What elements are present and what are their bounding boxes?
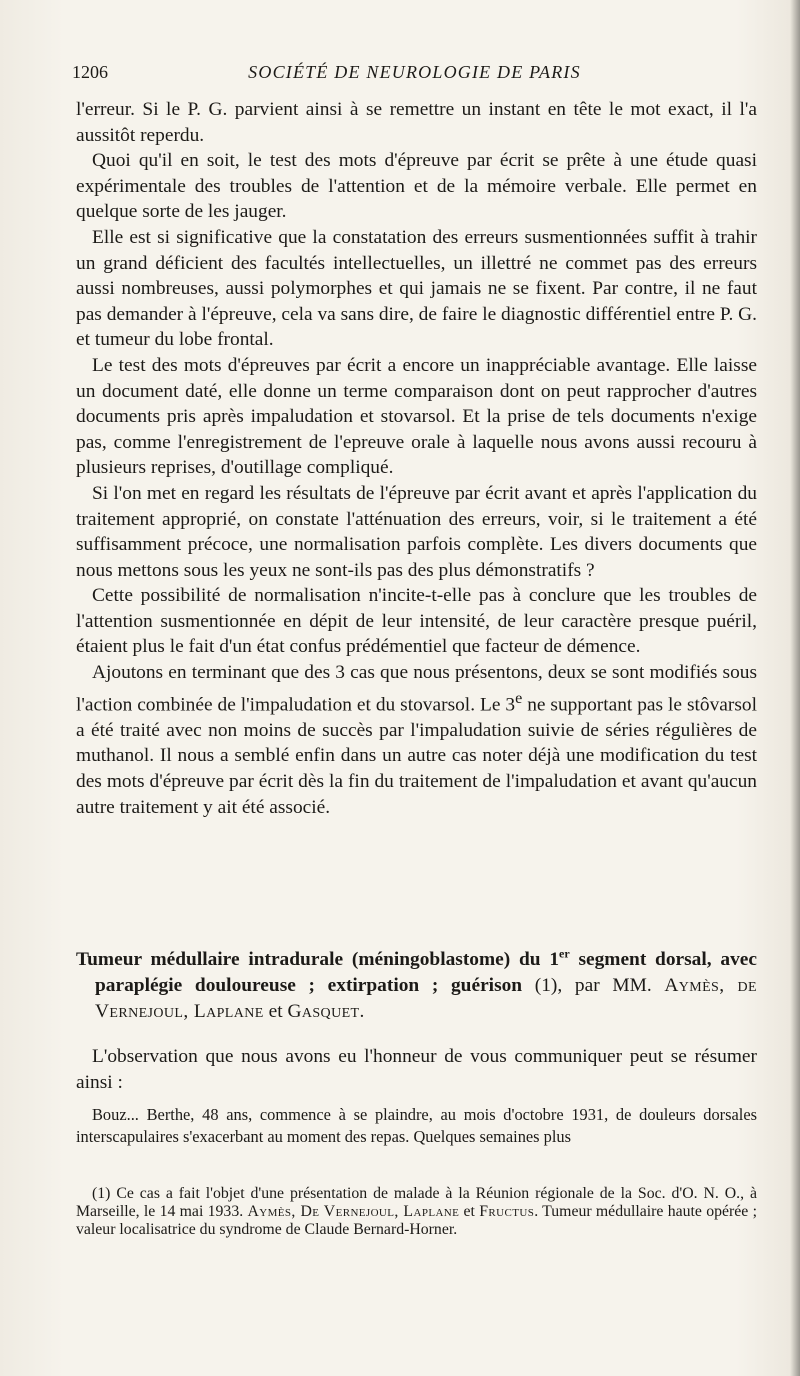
paragraph-text: ne supportant pas le stôvarsol a été traité avec non moins de succès par l'impaludation suivie de séries régulières de muthanol. Il nous a semblé enfin dans un autre cas noter déjà une modification du test des mots d'épreuve par écrit dès la fin du traitement de l'impaludation et avant qu'aucun autre traitement y ait été associé.: [76, 694, 757, 818]
footnote-text-part: . Tumeur médullaire haute opérée ; valeur localisatrice du syndrome de Claude Bernard-Horner.: [76, 1203, 757, 1238]
paragraph: L'observation que nous avons eu l'honneur de vous communiquer peut se résumer ainsi :: [76, 1046, 757, 1093]
authors-conjunction: et: [263, 1000, 288, 1022]
footnote-author: Fructus: [479, 1203, 535, 1220]
footnote: [76, 1185, 757, 1239]
footnote-conjunction: et: [459, 1203, 480, 1220]
authors: Aymès, de Vernejoul, Laplane: [95, 974, 758, 1022]
article-heading: [76, 947, 757, 1024]
running-title: SOCIÉTÉ DE NEUROLOGIE DE PARIS: [248, 62, 581, 82]
page-number: 1206: [72, 62, 108, 82]
superscript: er: [559, 946, 570, 961]
paragraph: Quoi qu'il en soit, le test des mots d'épreuve par écrit se prête à une étude quasi expérimentale des troubles de l'attention et de la mémoire verbale. Elle permet en quelque sorte de les jauger.: [76, 150, 757, 223]
article-title-text: segment dorsal, avec paraplégie douloureuse ; extirpation ; guérison: [95, 949, 757, 996]
article-title-text: Tumeur médullaire intradurale (méningoblastome) du 1: [76, 949, 560, 970]
paragraph: l'erreur. Si le P. G. parvient ainsi à se remettre un instant en tête le mot exact, il l'a aussitôt reperdu.: [76, 99, 757, 146]
article-intro: [76, 1044, 757, 1096]
authors: Gasquet.: [287, 1000, 365, 1022]
paragraph: Si l'on met en regard les résultats de l'épreuve par écrit avant et après l'application du traitement approprié, on constate l'atténuation des erreurs, voir, si le traitement a été suffisamment précoce, une normalisation parfois complète. Les divers documents que nous mettons sous les yeux ne sont-ils pas des plus démonstratifs ?: [76, 482, 757, 581]
paragraph: Le test des mots d'épreuves par écrit a encore un inappréciable avantage. Elle laisse un document daté, elle donne un terme comparaison dont on peut rapprocher d'autres documents pris après impaludation et stovarsol. Et la prise de tels documents n'exige pas, comme l'enregistrement de l'epreuve orale à laquelle nous avons aussi recouru à plusieurs reprises, d'outillage compliqué.: [76, 354, 757, 479]
footnote-text-part: (1) Ce cas a fait l'objet d'une présentation de malade à la Réunion régionale de la Soc. d'O. N. O., à Marseille, le 14 mai 1933.: [76, 1185, 757, 1220]
footnote-authors: Aymès, De Vernejoul, Laplane: [247, 1203, 460, 1220]
case-report: [76, 1104, 757, 1148]
paragraph: Bouz... Berthe, 48 ans, commence à se plaindre, au mois d'octobre 1931, de douleurs dorsales interscapulaires s'exacerbant au moment des repas. Quelques semaines plus: [76, 1105, 757, 1146]
body-text: [76, 97, 757, 820]
footnote-text: [76, 1185, 757, 1239]
footnote-reference: (1), par MM.: [522, 974, 665, 996]
page-edge-shadow: [790, 0, 800, 1376]
paragraph: Cette possibilité de normalisation n'incite-t-elle pas à conclure que les troubles de l'attention susmentionnée en dépit de leur intensité, de leur caractère presque puéril, étaient plus le fait d'un état confus prédémentiel que facteur de démence.: [76, 585, 757, 658]
paragraph: Elle est si significative que la constatation des erreurs susmentionnées suffit à trahir un grand déficient des facultés intellectuelles, un illettré ne commet pas des erreurs aussi nombreuses, aussi polymorphes et qui jamais ne se fixent. Par contre, il ne faut pas demander à l'épreuve, cela va sans dire, de faire le diagnostic différentiel entre P. G. et tumeur du lobe frontal.: [76, 226, 757, 351]
page-header: [72, 62, 757, 86]
paragraph-text: Ajoutons en terminant que des 3 cas que nous présentons, deux se sont modifiés sous l'action combinée de l'impaludation et du stovarsol. Le 3: [76, 662, 757, 716]
paragraph: [76, 660, 757, 820]
superscript: e: [515, 689, 523, 707]
